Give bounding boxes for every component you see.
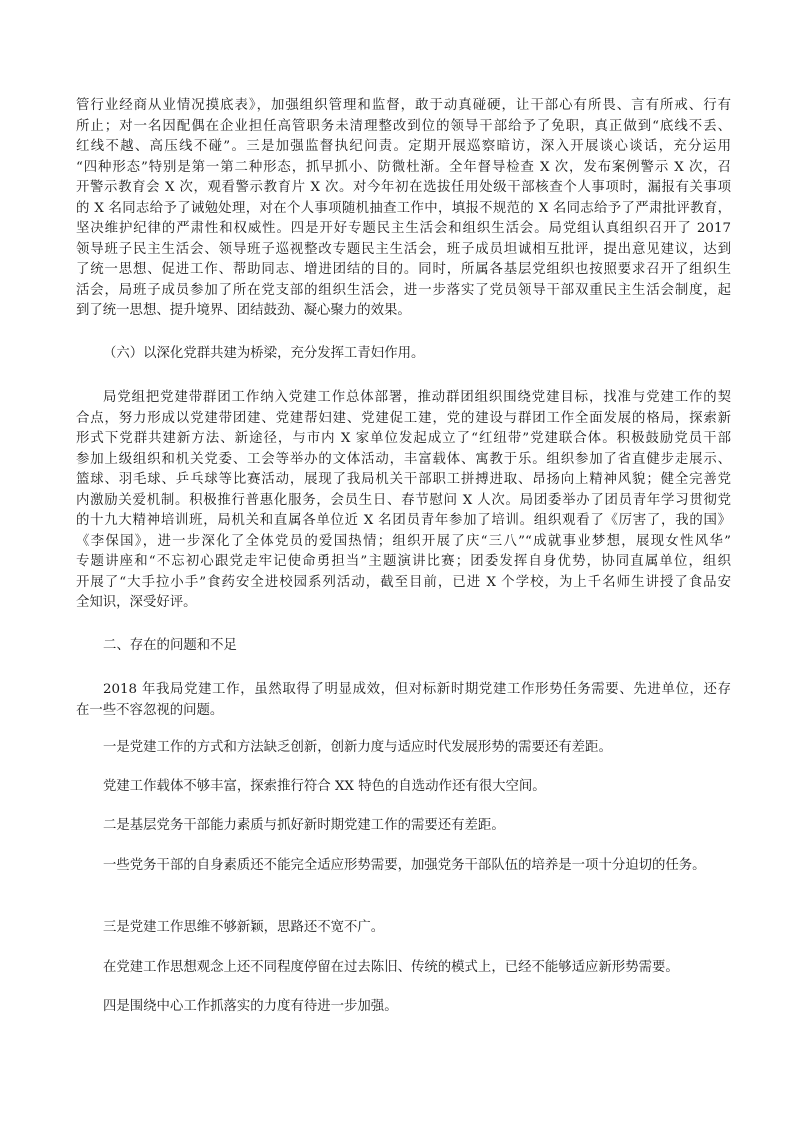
text-line: 《李保国》，进一步深化了全体党员的爱国热情；组织开展了庆“三八”“成就事业梦想，展现女性风华” (76, 533, 731, 549)
issue-2-body: 一些党务干部的自身素质还不能完全适应形势需要，加强党务干部队伍的培养是一项十分迫切的任务。 (103, 858, 706, 873)
issue-3-body: 在党建工作思想观念上还不同程度停留在过去陈旧、传统的模式上，已经不能够适应新形势需要。 (103, 960, 679, 975)
paragraph-supervision (76, 96, 731, 322)
text-line: 的十九大精神培训班，局机关和直属各单位近 X 名团员青年参加了培训。组织观看了《厉害了，我的国》 (76, 513, 731, 528)
paragraph-2018-summary (76, 680, 731, 721)
text-line: 内激励关爱机制。积极推行普惠化服务，会员生日、春节慰问 X 人次。局团委举办了团员青年学习贯彻党 (76, 492, 731, 508)
issue-1-body: 党建工作载体不够丰富，探索推行符合 XX 特色的自选动作还有很大空间。 (103, 779, 546, 794)
text-line: 红线不越、高压线不碰”。三是加强监督执纪问责。定期开展巡察暗访，深入开展谈心谈话，充分运用 (76, 139, 731, 154)
text-line: 领导班子民主生活会、领导班子巡视整改专题民主生活会，班子成员坦诚相互批评，提出意见建议，达到 (76, 241, 731, 257)
text-line: 到了统一思想、提升境界、团结鼓劲、凝心聚力的效果。 (76, 303, 411, 318)
text-line: 管行业经商从业情况摸底表》，加强组织管理和监督，敢于动真碰硬，让干部心有所畏、言有所戒、行有 (76, 98, 731, 113)
text-line: 合点，努力形成以党建带团建、党建帮妇建、党建促工建，党的建设与群团工作全面发展的格局，探索新 (76, 410, 731, 426)
text-line: 活会，局班子成员参加了所在党支部的组织生活会，进一步落实了党员领导干部双重民主生活会制度，起 (76, 282, 731, 298)
text-line: 2018 年我局党建工作，虽然取得了明显成效，但对标新时期党建工作形势任务需要、先进单位，还存 (103, 682, 731, 697)
text-line: 篮球、羽毛球、乒乓球等比赛活动，展现了我局机关干部职工拼搏进取、昂扬向上精神风貌；健全完善党 (76, 472, 731, 487)
text-line: 在一些不容忽视的问题。 (76, 702, 224, 718)
text-line: 形式下党群共建新方法、新途径，与市内 X 家单位发起成立了“红纽带”党建联合体。积极鼓励党员干部 (76, 431, 731, 446)
text-line: 所止；对一名因配偶在企业担任高管职务未清理整改到位的领导干部给予了免职，真正做到“底线不丢、 (76, 118, 731, 134)
section-heading-2: 二、存在的问题和不足 (103, 638, 237, 653)
text-line: “四种形态”特别是第一第二种形态，抓早抓小、防微杜渐。全年督导检查 X 次，发布案例警示 X 次，召 (76, 159, 731, 175)
text-line: 专题讲座和“不忘初心跟党走牢记使命勇担当”主题演讲比赛；团委发挥自身优势，协同直属单位，组织 (76, 554, 731, 569)
issue-2-title: 二是基层党务干部能力素质与抓好新时期党建工作的需要还有差距。 (103, 818, 505, 833)
text-line: 开警示教育会 X 次，观看警示教育片 X 次。对今年初在选拔任用处级干部核查个人事项时，漏报有关事项 (76, 180, 731, 195)
text-line: 局党组把党建带群团工作纳入党建工作总体部署，推动群团组织围绕党建目标，找准与党建工作的契 (103, 390, 731, 405)
text-line: 了统一思想、促进工作、帮助同志、增进团结的目的。同时，所属各基层党组织也按照要求召开了组织生 (76, 262, 731, 277)
issue-4-title: 四是围绕中心工作抓落实的力度有待进一步加强。 (103, 999, 398, 1014)
text-line: 全知识，深受好评。 (76, 595, 197, 610)
text-line: 的 X 名同志给予了诫勉处理，对在个人事项随机抽查工作中，填报不规范的 X 名同志给予了严肃批评教育， (76, 200, 731, 216)
paragraph-party-mass (76, 388, 731, 614)
text-line: 坚决维护纪律的严肃性和权威性。四是开好专题民主生活会和组织生活会。局党组认真组织召开了 2017 (76, 221, 731, 236)
text-line: 开展了“大手拉小手”食药安全进校园系列活动，截至目前，已进 X 个学校，为上千名师生讲授了食品安 (76, 574, 731, 590)
issue-1-title: 一是党建工作的方式和方法缺乏创新，创新力度与适应时代发展形势的需要还有差距。 (103, 740, 612, 755)
text-line: 参加上级组织和机关党委、工会等举办的文体活动，丰富载体、寓教于乐。组织参加了省直健步走展示、 (76, 451, 731, 467)
issue-3-title: 三是党建工作思维不够新颖，思路还不宽不广。 (103, 920, 385, 935)
section-heading-6: （六）以深化党群共建为桥梁，充分发挥工青妇作用。 (103, 346, 425, 361)
